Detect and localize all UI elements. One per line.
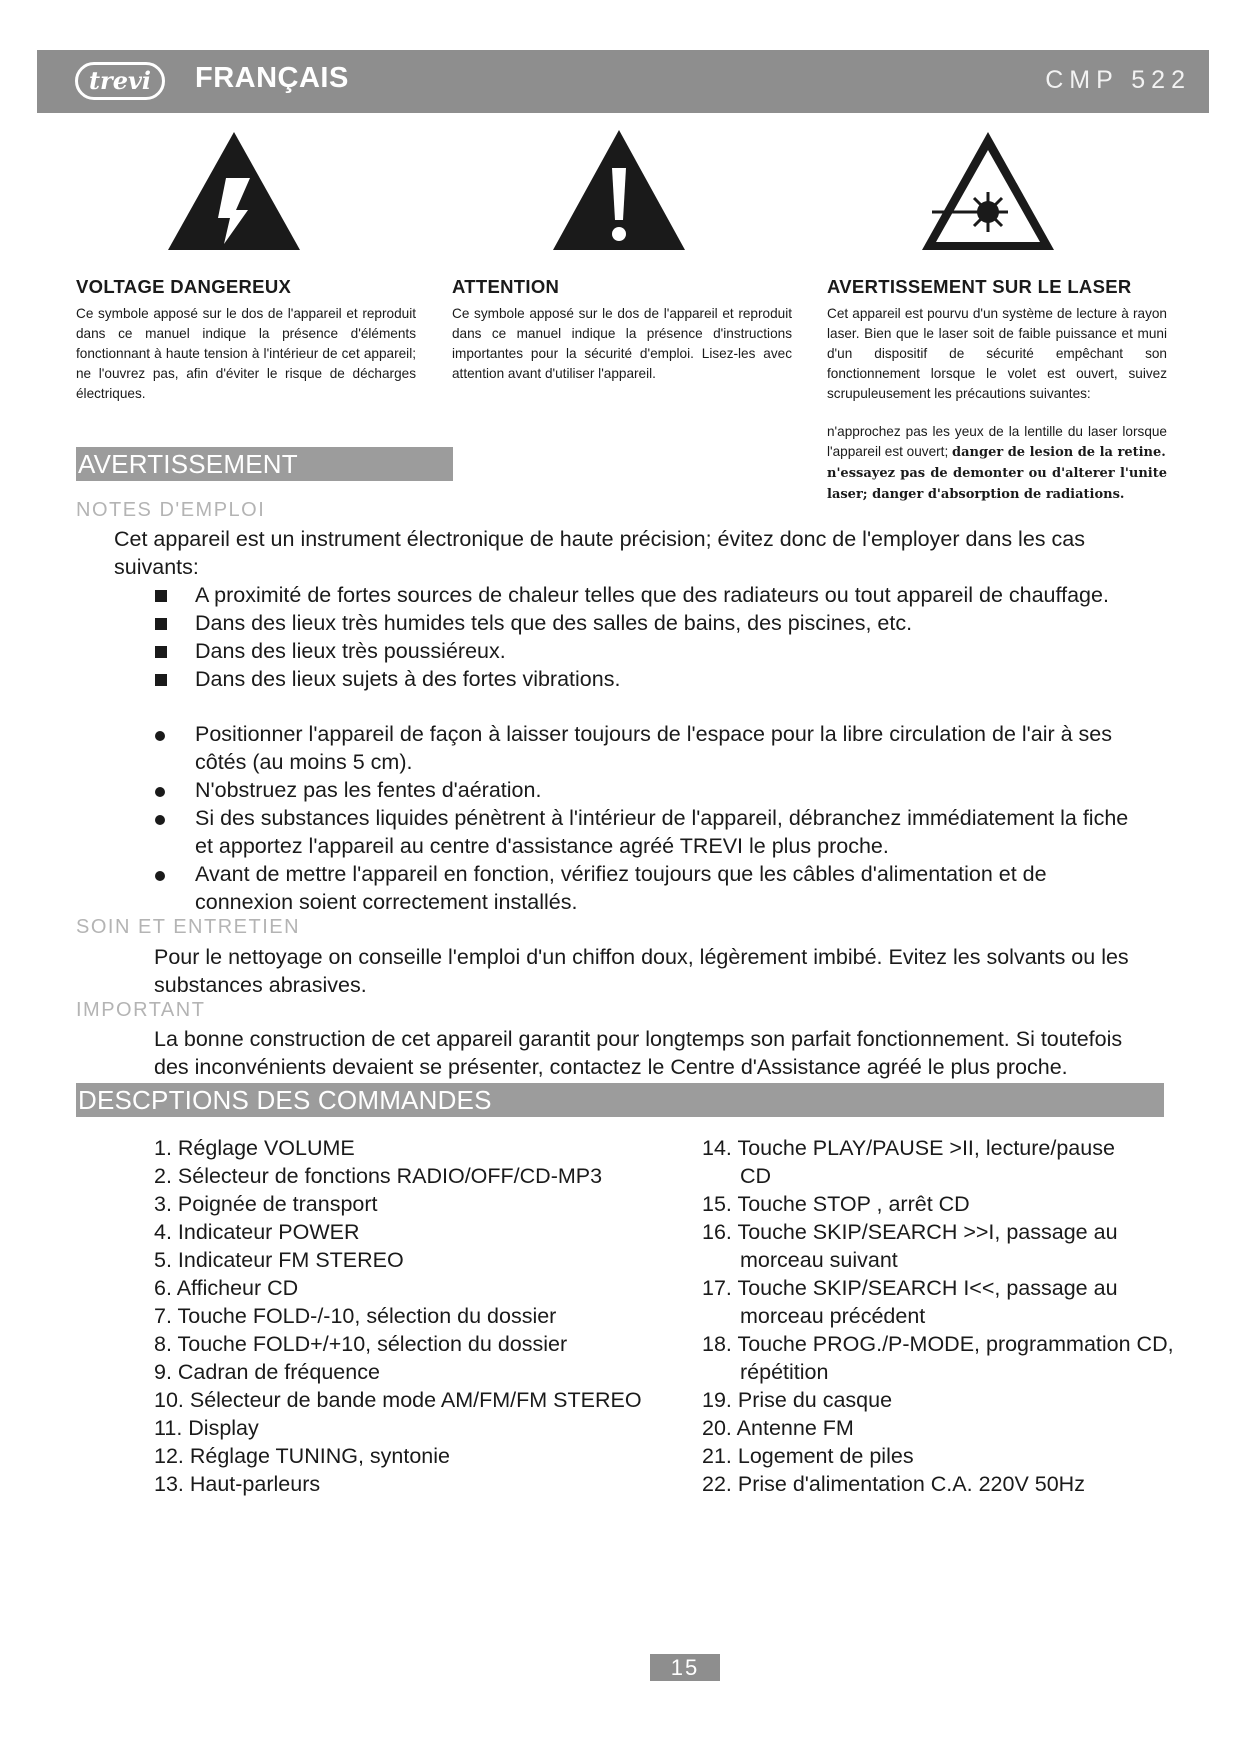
list-item: 1. Réglage VOLUME [154, 1136, 355, 1160]
round-bullet-icon [155, 787, 165, 797]
notes-heading: NOTES D'EMPLOI [76, 499, 266, 521]
attention-warning-title: ATTENTION [452, 276, 560, 297]
page-number: 15 [650, 1654, 720, 1681]
exclamation-warning-icon [549, 128, 689, 254]
round-bullet-icon [155, 815, 165, 825]
list-item: 5. Indicateur FM STEREO [154, 1248, 404, 1272]
voltage-warning-text: Ce symbole apposé sur le dos de l'appareil et reproduit dans ce manuel indique la présence d'éléments fonctionnant à haute tension à l'intérieur de cet appareil; ne l'ouvrez pas, afin d'éviter le risque de décharges électriques. [76, 306, 416, 401]
list-item: 13. Haut-parleurs [154, 1472, 321, 1496]
list-item: 16. Touche SKIP/SEARCH >>I, passage au [702, 1220, 1118, 1244]
list-item: Dans des lieux sujets à des fortes vibrations. [150, 665, 1170, 693]
list-item: 11. Display [154, 1416, 259, 1440]
list-item: 14. Touche PLAY/PAUSE >II, lecture/pause [702, 1136, 1115, 1160]
attention-warning [452, 276, 792, 384]
square-bullet-icon [155, 646, 167, 658]
model-number: CMP 522 [1045, 66, 1191, 94]
list-item: 9. Cadran de fréquence [154, 1360, 380, 1384]
list-item: 10. Sélecteur de bande mode AM/FM/FM STEREO [154, 1388, 642, 1412]
laser-precautions [827, 422, 1167, 505]
trevi-logo: trevi [75, 62, 165, 100]
list-item-continuation: morceau suivant [740, 1248, 898, 1272]
square-bullet-icon [155, 618, 167, 630]
list-item-continuation: répétition [740, 1360, 829, 1384]
voltage-warning [76, 276, 416, 404]
list-item: 7. Touche FOLD-/-10, sélection du dossier [154, 1304, 557, 1328]
list-item: 6. Afficheur CD [154, 1276, 299, 1300]
list-item: A proximité de fortes sources de chaleur telles que des radiateurs ou tout appareil de chauffage. [150, 581, 1170, 609]
laser-warning [827, 276, 1167, 404]
list-item: Avant de mettre l'appareil en fonction, vérifiez toujours que les câbles d'alimentation et de connexion soient correctement installés. [150, 860, 1150, 916]
list-item: 12. Réglage TUNING, syntonie [154, 1444, 450, 1468]
list-item: 15. Touche STOP , arrêt CD [702, 1192, 970, 1216]
square-bullet-icon [155, 590, 167, 602]
controls-list-right [702, 1134, 1182, 1498]
laser-warning-title: AVERTISSEMENT SUR LE LASER [827, 276, 1132, 297]
list-item: N'obstruez pas les fentes d'aération. [150, 776, 1150, 804]
list-item: 2. Sélecteur de fonctions RADIO/OFF/CD-MP3 [154, 1164, 603, 1188]
laser-danger-retina: danger de lesion de la retine. [952, 445, 1166, 460]
square-bullet-icon [155, 674, 167, 686]
section-avertissement: AVERTISSEMENT [76, 447, 453, 481]
notes-square-list [150, 581, 1170, 693]
list-item: 22. Prise d'alimentation C.A. 220V 50Hz [702, 1472, 1085, 1496]
language-title: FRANÇAIS [195, 62, 349, 94]
list-item: 8. Touche FOLD+/+10, sélection du dossier [154, 1332, 568, 1356]
list-item: Dans des lieux très poussiéreux. [150, 637, 1170, 665]
care-text: Pour le nettoyage on conseille l'emploi d'un chiffon doux, légèrement imbibé. Evitez les solvants ou les substances abrasives. [154, 945, 1129, 997]
list-item: Si des substances liquides pénètrent à l'intérieur de l'appareil, débranchez immédiatement la fiche et apportez l'appareil au centre d'assistance agréé TREVI le plus proche. [150, 804, 1150, 860]
care-heading: SOIN ET ENTRETIEN [76, 916, 301, 938]
attention-warning-text: Ce symbole apposé sur le dos de l'appareil et reproduit dans ce manuel indique la présence d'instructions importantes pour la sécurité d'emploi. Lisez-les avec attention avant d'utiliser l'appareil. [452, 306, 792, 381]
list-item: 17. Touche SKIP/SEARCH I<<, passage au [702, 1276, 1118, 1300]
list-item: 21. Logement de piles [702, 1444, 914, 1468]
round-bullet-icon [155, 871, 165, 881]
list-item: 18. Touche PROG./P-MODE, programmation CD, [702, 1332, 1174, 1356]
page-header [37, 50, 1209, 113]
laser-danger-radiation: n'essayez pas de demonter ou d'alterer l'unite laser; danger d'absorption de radiations. [827, 466, 1167, 502]
section-controls: DESCPTIONS DES COMMANDES [76, 1083, 1164, 1117]
laser-warning-icon [918, 128, 1058, 254]
high-voltage-icon [164, 128, 304, 254]
controls-list-left [154, 1134, 674, 1498]
list-item: 19. Prise du casque [702, 1388, 893, 1412]
list-item: 3. Poignée de transport [154, 1192, 378, 1216]
list-item: 4. Indicateur POWER [154, 1220, 360, 1244]
notes-intro [114, 525, 1114, 581]
list-item-continuation: CD [740, 1164, 772, 1188]
important-heading: IMPORTANT [76, 999, 206, 1021]
list-item-continuation: morceau précédent [740, 1304, 926, 1328]
important-text: La bonne construction de cet appareil garantit pour longtemps son parfait fonctionnement. Si toutefois des inconvénients devaient se présenter, contactez le Centre d'Assistance agréé le plus proche. [154, 1027, 1123, 1079]
voltage-warning-title: VOLTAGE DANGEREUX [76, 276, 292, 297]
notes-bullet-list [150, 720, 1150, 916]
list-item: Dans des lieux très humides tels que des salles de bains, des piscines, etc. [150, 609, 1170, 637]
laser-warning-text: Cet appareil est pourvu d'un système de lecture à rayon laser. Bien que le laser soit de faible puissance et muni d'un dispositif de sécurité empêchant son fonctionnement lorsque le volet est ouvert, suivez scrupuleusement les précautions suivantes: [827, 306, 1167, 401]
list-item: Positionner l'appareil de façon à laisser toujours de l'espace pour la libre circulation de l'air à ses côtés (au moins 5 cm). [150, 720, 1150, 776]
list-item: 20. Antenne FM [702, 1416, 854, 1440]
round-bullet-icon [155, 731, 165, 741]
notes-intro-text: Cet appareil est un instrument électronique de haute précision; évitez donc de l'employer dans les cas suivants: [114, 527, 1085, 579]
laser-precaution-1: n'approchez pas les yeux de la lentille du laser lorsque l'appareil est ouvert; [827, 424, 1167, 459]
